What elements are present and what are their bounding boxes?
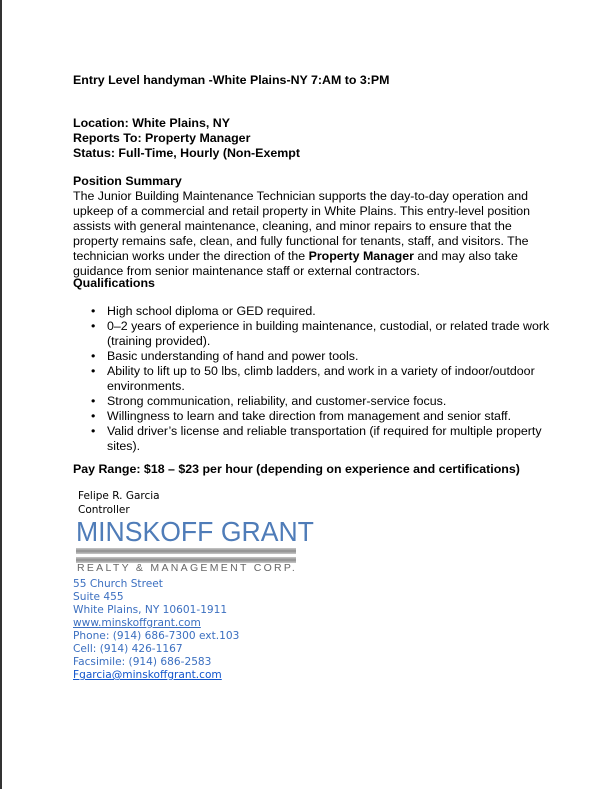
address-line: Suite 455	[73, 591, 124, 603]
qualification-item: Ability to lift up to 50 lbs, climb ladders, and work in a variety of indoor/outdoor	[107, 364, 535, 378]
summary-text: and may also take	[413, 249, 518, 263]
bullet-icon: •	[91, 349, 96, 363]
summary-line	[73, 249, 518, 264]
logo-main-text: MINSKOFF GRANT	[76, 516, 314, 547]
qualification-item-continued: (training provided).	[107, 334, 211, 348]
qualification-item: Strong communication, reliability, and customer-service focus.	[107, 394, 447, 408]
location: Location: White Plains, NY	[73, 116, 230, 130]
bullet-icon: •	[91, 409, 96, 423]
signer-name: Felipe R. Garcia	[78, 490, 160, 502]
qualification-item: High school diploma or GED required.	[107, 304, 316, 318]
bullet-icon: •	[91, 319, 96, 333]
pay-range: Pay Range: $18 – $23 per hour (depending on experience and certifications)	[73, 462, 520, 476]
summary-bold-text: Property Manager	[308, 249, 414, 263]
email-link[interactable]: Fgarcia@minskoffgrant.com	[73, 669, 222, 681]
address-line: 55 Church Street	[73, 578, 163, 590]
bullet-icon: •	[91, 394, 96, 408]
logo-sub-text: REALTY & MANAGEMENT CORP.	[77, 562, 298, 574]
status: Status: Full-Time, Hourly (Non-Exempt	[73, 146, 300, 160]
qualification-item: Basic understanding of hand and power tools.	[107, 349, 359, 363]
summary-line: assists with general maintenance, cleaning, and minor repairs to ensure that the	[73, 219, 512, 233]
page-left-border	[0, 0, 2, 789]
qualification-item-continued: environments.	[107, 379, 185, 393]
phone: Phone: (914) 686-7300 ext.103	[73, 630, 240, 642]
bullet-icon: •	[91, 364, 96, 378]
website-link[interactable]: www.minskoffgrant.com	[73, 617, 201, 629]
reports-to: Reports To: Property Manager	[73, 131, 251, 145]
bullet-icon: •	[91, 424, 96, 438]
summary-line: guidance from senior maintenance staff or external contractors.	[73, 264, 420, 278]
summary-text: technician works under the direction of the	[73, 249, 309, 263]
summary-line: upkeep of a commercial and retail property in White Plains. This entry-level position	[73, 204, 531, 218]
address-line: White Plains, NY 10601-1911	[73, 604, 228, 616]
company-logo	[76, 516, 314, 576]
qualifications-heading: Qualifications	[73, 276, 155, 290]
logo-bar	[76, 548, 296, 554]
summary-line: The Junior Building Maintenance Technician supports the day-to-day operation and	[73, 189, 529, 203]
cell: Cell: (914) 426-1167	[73, 643, 183, 655]
qualification-item-continued: sites).	[107, 439, 141, 453]
qualification-item: 0–2 years of experience in building maintenance, custodial, or related trade work	[107, 319, 550, 333]
fax: Facsimile: (914) 686-2583	[73, 656, 212, 668]
bullet-icon: •	[91, 304, 96, 318]
position-summary-heading: Position Summary	[73, 174, 182, 188]
qualification-item: Willingness to learn and take direction from management and senior staff.	[107, 409, 512, 423]
summary-line: property remains safe, clean, and fully functional for tenants, staff, and visitors. The	[73, 234, 529, 248]
qualification-item: Valid driver’s license and reliable transportation (if required for multiple property	[107, 424, 542, 438]
signer-role: Controller	[78, 504, 130, 516]
job-title: Entry Level handyman -White Plains-NY 7:AM to 3:PM	[73, 73, 390, 87]
